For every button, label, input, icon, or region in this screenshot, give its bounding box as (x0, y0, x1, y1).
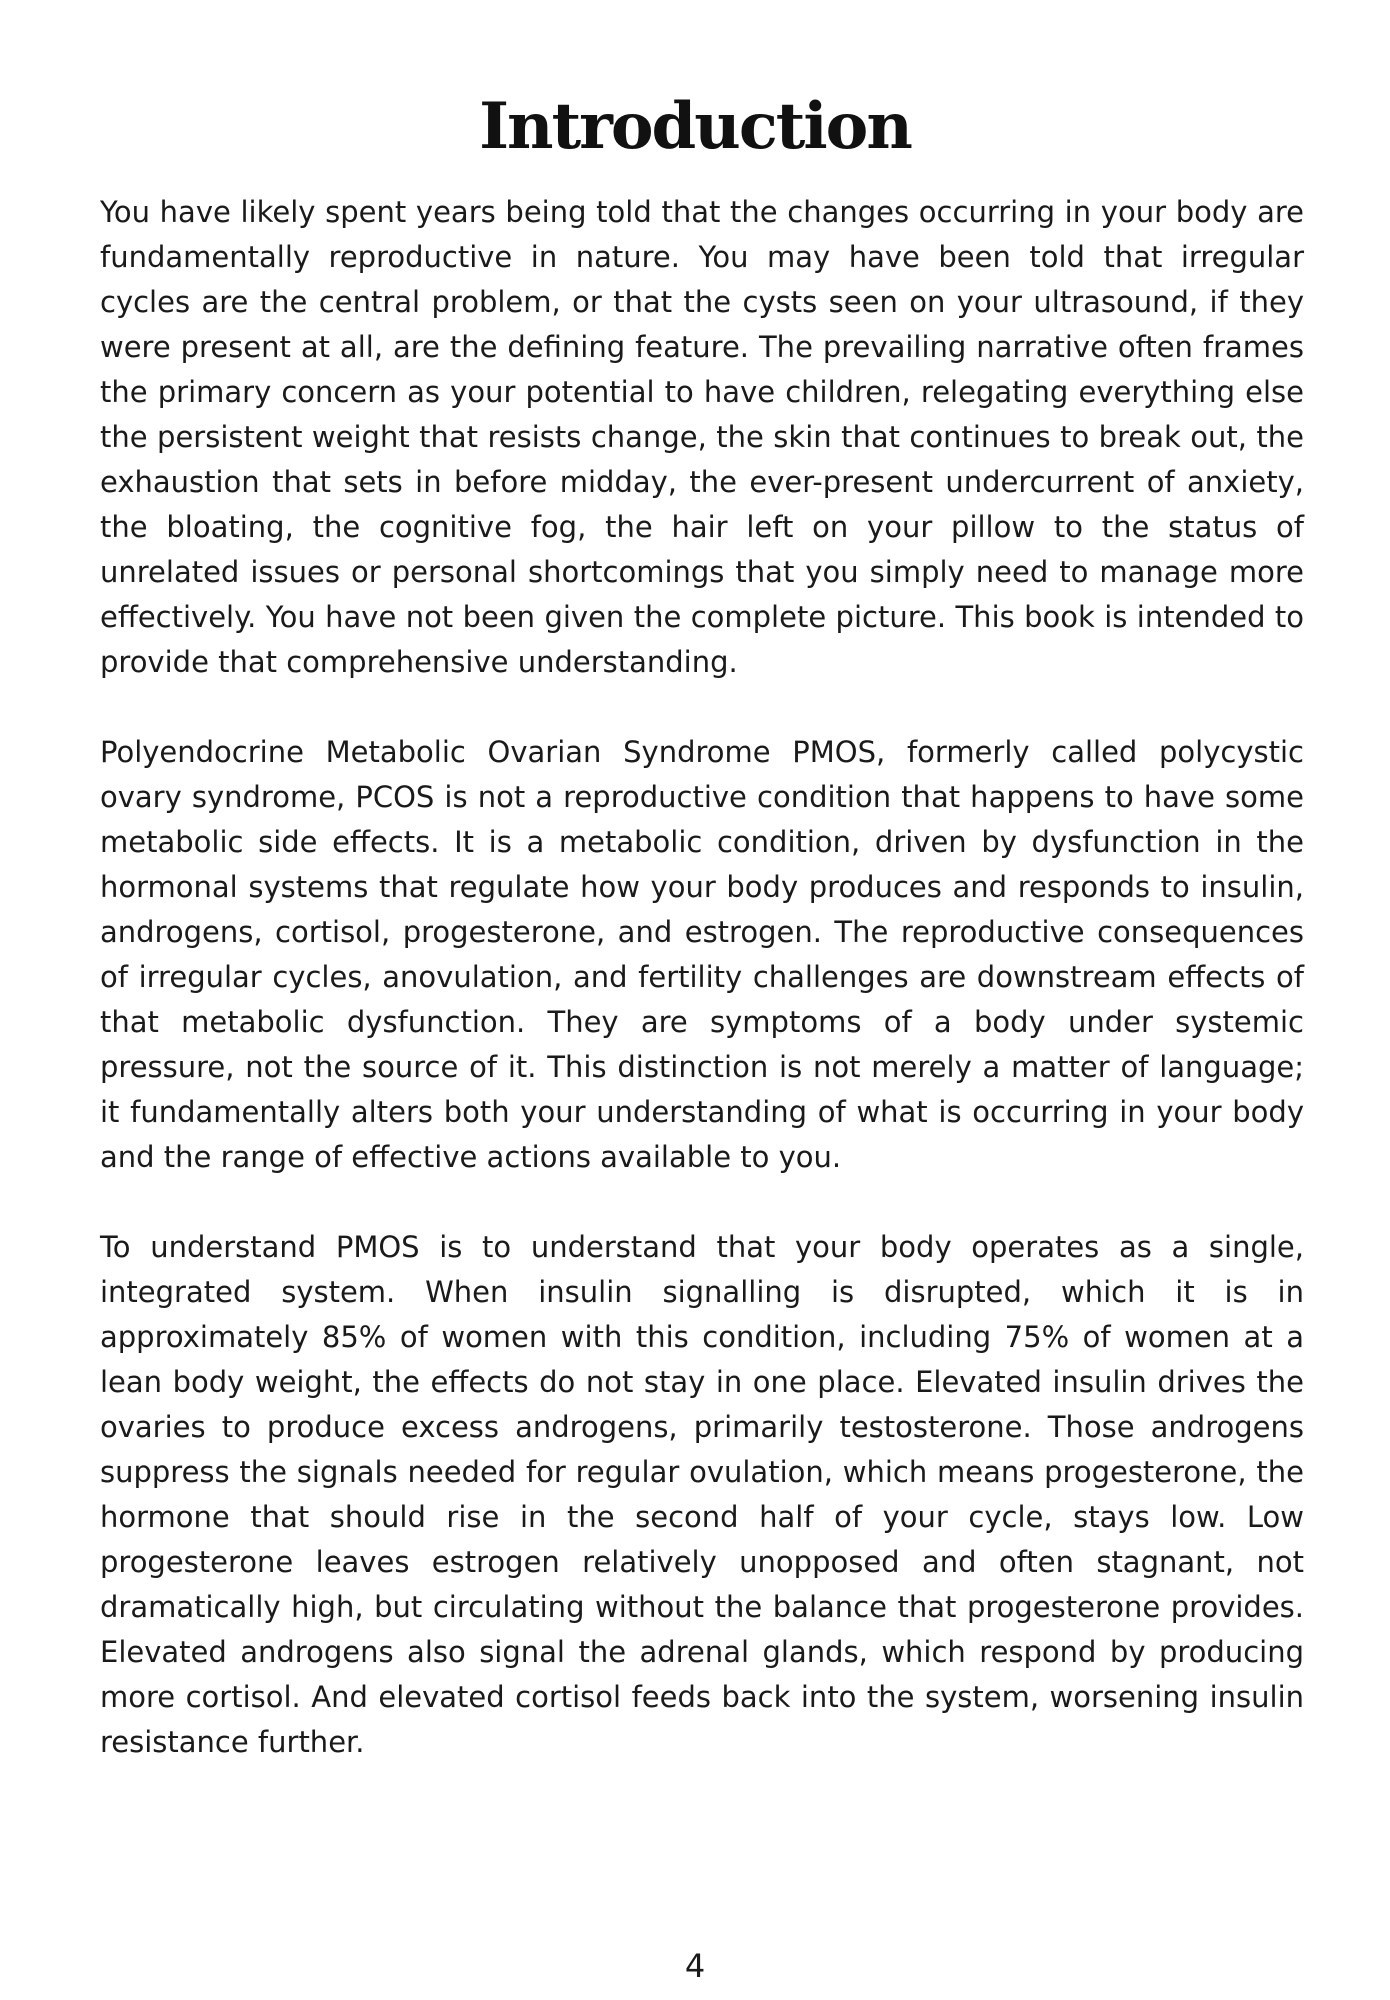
paragraph-2: Polyendocrine Metabolic Ovarian Syndrome PMOS, formerly called polycystic ovary syndrome, PCOS is not a reproductive condition that happens to have some metabolic side effects. It is a metabolic condition, driven by dysfunction in the hormonal systems that regulate how your body produces and responds to insulin, androgens, cortisol, progesterone, and estrogen. The reproductive consequences of irregular cycles, anovulation, and fertility challenges are downstream effects of that metabolic dysfunction. They are symptoms of a body under systemic pressure, not the source of it. This distinction is not merely a matter of language; it fundamentally alters both your understanding of what is occurring in your body and the range of effective actions available to you. (100, 735, 1304, 1174)
paragraph-1: You have likely spent years being told that the changes occurring in your body are fundamentally reproductive in nature. You may have been told that irregular cycles are the central problem, or that the cysts seen on your ultrasound, if they were present at all, are the defining feature. The prevailing narrative often frames the primary concern as your potential to have children, relegating everything else the persistent weight that resists change, the skin that continues to break out, the exhaustion that sets in before midday, the ever-present undercurrent of anxiety, the bloating, the cognitive fog, the hair left on your pillow to the status of unrelated issues or personal shortcomings that you simply need to manage more effectively. You have not been given the complete picture. This book is intended to provide that comprehensive understanding. (100, 195, 1304, 679)
body-text (100, 190, 1304, 1810)
page-title: Introduction (479, 89, 911, 164)
page-number: 4 (684, 1947, 706, 1985)
paragraph-3: To understand PMOS is to understand that your body operates as a single, integrated system. When insulin signalling is disrupted, which it is in approximately 85% of women with this condition, including 75% of women at a lean body weight, the effects do not stay in one place. Elevated insulin drives the ovaries to produce excess androgens, primarily testosterone. Those androgens suppress the signals needed for regular ovulation, which means progesterone, the hormone that should rise in the second half of your cycle, stays low. Low progesterone leaves estrogen relatively unopposed and often stagnant, not dramatically high, but circulating without the balance that progesterone provides. Elevated androgens also signal the adrenal glands, which respond by producing more cortisol. And elevated cortisol feeds back into the system, worsening insulin resistance further. (100, 1230, 1304, 1759)
